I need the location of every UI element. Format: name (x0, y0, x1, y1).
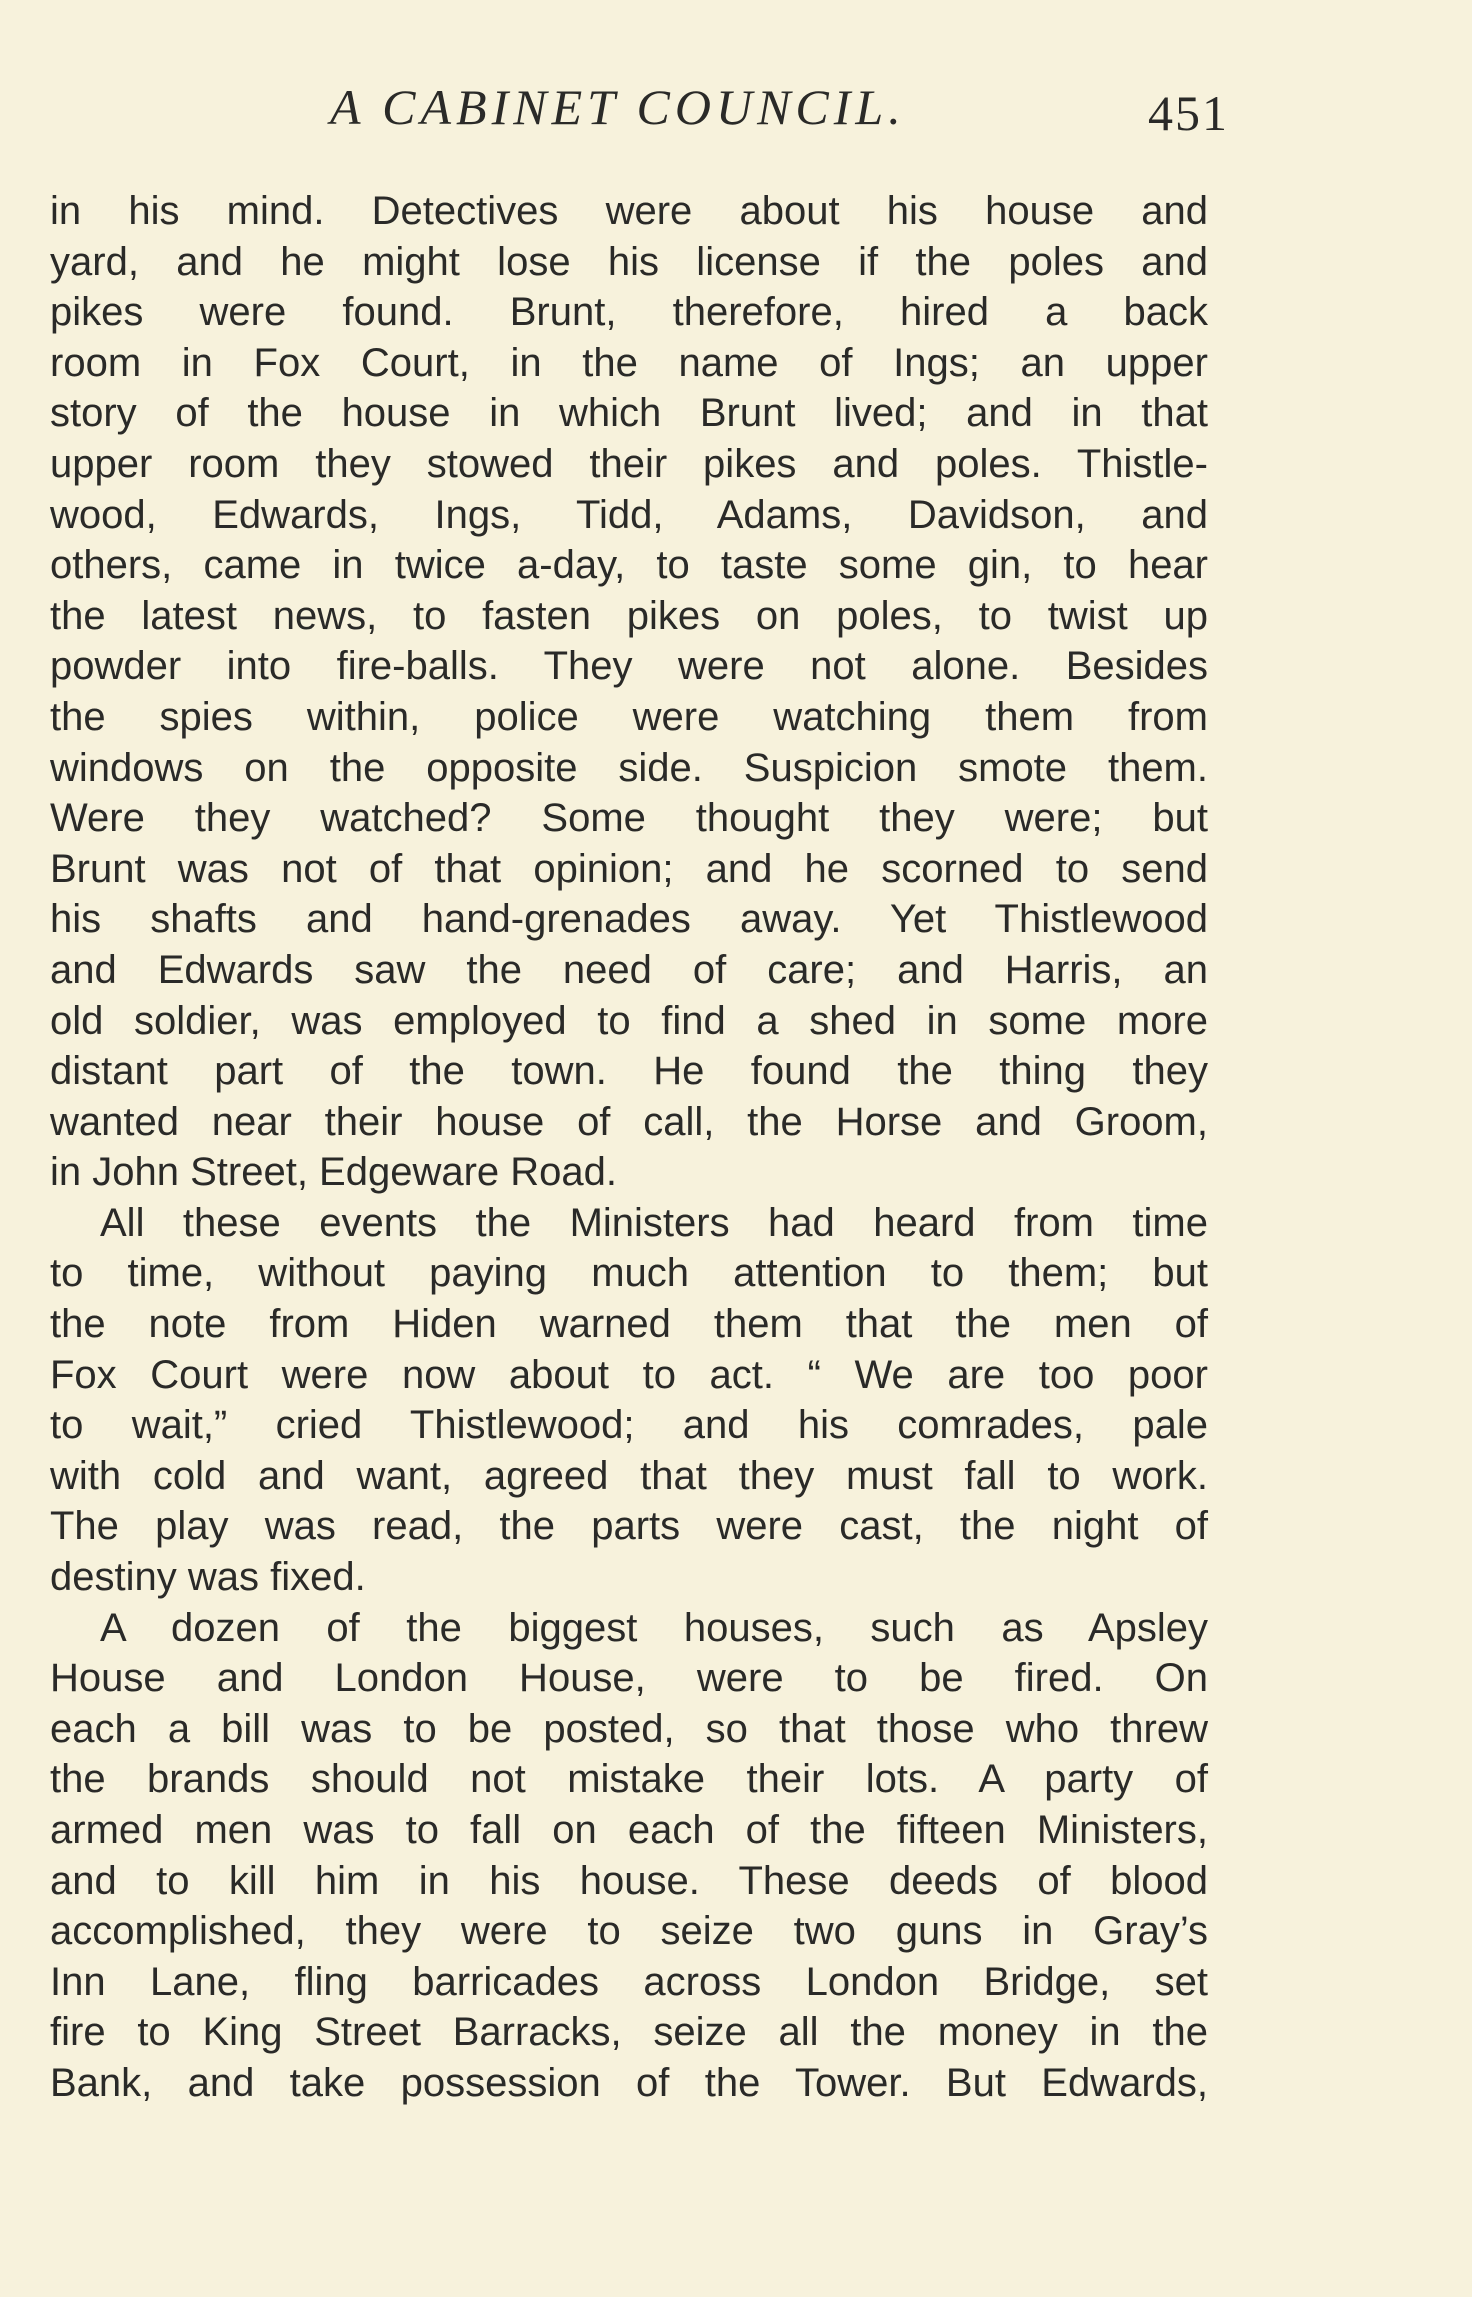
text-line: others, came in twice a-day, to taste some gin, to hear (50, 543, 1208, 588)
text-line: windows on the opposite side. Suspicion smote them. (50, 745, 1208, 790)
text-line: to wait,” cried Thistlewood; and his comrades, pale (50, 1403, 1208, 1448)
text-line: Fox Court were now about to act. “ We are too poor (50, 1352, 1208, 1397)
text-line: yard, and he might lose his license if the poles and (50, 239, 1208, 284)
text-line: old soldier, was employed to find a shed in some more (50, 998, 1208, 1043)
text-line: the spies within, police were watching them from (50, 694, 1208, 739)
text-line: his shafts and hand-grenades away. Yet Thistlewood (50, 897, 1208, 942)
running-title: A CABINET COUNCIL. (330, 79, 906, 135)
text-line: story of the house in which Brunt lived; and in that (50, 391, 1208, 436)
text-line: Inn Lane, fling barricades across London Bridge, set (50, 1959, 1208, 2004)
text-line: All these events the Ministers had heard from time (100, 1200, 1208, 1245)
text-line: the latest news, to fasten pikes on poles, to twist up (50, 593, 1208, 638)
text-line: to time, without paying much attention to them; but (50, 1251, 1208, 1296)
text-line: distant part of the town. He found the thing they (50, 1049, 1208, 1094)
text-line: destiny was fixed. (50, 1555, 366, 1600)
text-line: armed men was to fall on each of the fifteen Ministers, (50, 1808, 1208, 1852)
text-line: room in Fox Court, in the name of Ings; an upper (50, 340, 1208, 385)
body-text (50, 186, 1208, 2109)
text-line: accomplished, they were to seize two guns in Gray’s (50, 1909, 1208, 1954)
text-line: wanted near their house of call, the Horse and Groom, (50, 1099, 1208, 1144)
text-line: wood, Edwards, Ings, Tidd, Adams, Davidson, and (50, 492, 1208, 537)
text-line: upper room they stowed their pikes and poles. Thistle- (50, 441, 1208, 486)
text-line: in John Street, Edgeware Road. (50, 1150, 618, 1195)
text-line: pikes were found. Brunt, therefore, hired a back (50, 290, 1208, 335)
text-line: Bank, and take possession of the Tower. But Edwards, (50, 2060, 1208, 2105)
text-line: and Edwards saw the need of care; and Harris, an (50, 947, 1208, 992)
text-line: The play was read, the parts were cast, the night of (50, 1504, 1208, 1549)
text-line: the brands should not mistake their lots. A party of (50, 1757, 1208, 1802)
text-line: in his mind. Detectives were about his house and (50, 189, 1208, 233)
text-line: fire to King Street Barracks, seize all the money in the (50, 2010, 1208, 2055)
text-line: each a bill was to be posted, so that those who threw (50, 1706, 1208, 1751)
text-line: Brunt was not of that opinion; and he scorned to send (50, 846, 1208, 891)
text-line: and to kill him in his house. These deeds of blood (50, 1858, 1208, 1903)
text-line: A dozen of the biggest houses, such as Apsley (100, 1605, 1208, 1650)
text-line: powder into fire-balls. They were not alone. Besides (50, 644, 1208, 689)
text-line: House and London House, were to be fired. On (50, 1656, 1208, 1701)
text-line: the note from Hiden warned them that the men of (50, 1302, 1208, 1347)
page-number: 451 (1148, 85, 1229, 141)
text-line: with cold and want, agreed that they must fall to work. (50, 1453, 1208, 1498)
running-head (0, 78, 1472, 148)
text-line: Were they watched? Some thought they were; but (50, 796, 1208, 841)
